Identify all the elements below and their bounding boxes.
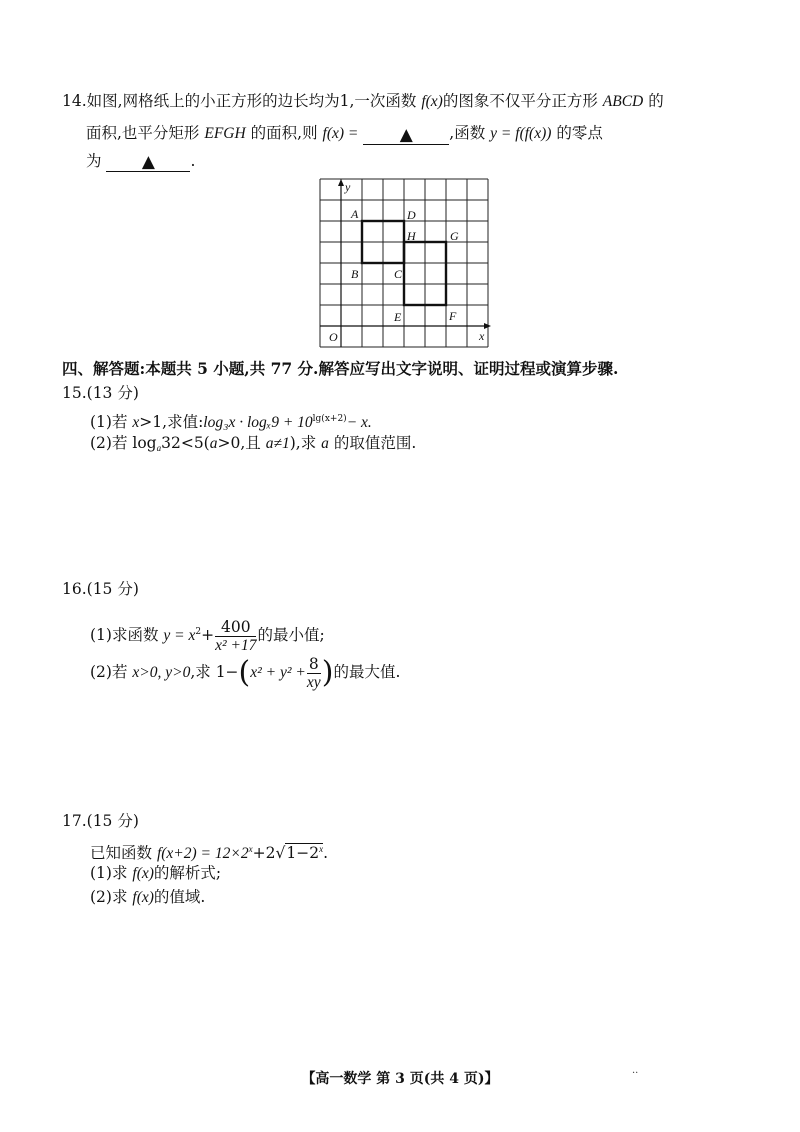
q15-p2-a: a — [321, 435, 329, 452]
q14-line1 — [62, 90, 664, 113]
q14-fx-eq: f(x) = — [322, 125, 359, 142]
q17-given-radicand — [285, 843, 323, 862]
q17-given-end: . — [323, 844, 328, 862]
q17-p2-f: f(x) — [132, 889, 154, 906]
q14-text-c: 的 — [648, 92, 664, 110]
q16-part2: (2)若 x>0, y>0,求 1−(x² + y² + $\frac{8}{xy}$ )的最大值. — [90, 654, 401, 691]
q17-given-expr: f(x+2) = 12×2 — [156, 845, 249, 862]
q14-text-d: 面积,也平分矩形 — [86, 124, 200, 142]
label-x: x — [479, 329, 485, 343]
q15-p1-expr: log₃x · logₓ9 + 10 — [203, 414, 313, 431]
q17-given-text: 已知函数 — [90, 844, 153, 862]
q14-text-e: 的面积,则 — [250, 124, 318, 142]
label-b: B — [351, 267, 359, 281]
label-d: D — [407, 208, 416, 222]
sqrt-icon: √ — [275, 844, 286, 862]
q16-p2-expr: ,求 1− — [190, 663, 239, 681]
q15-p2-base: a — [156, 443, 162, 453]
q16-p1-plus: + — [201, 626, 215, 644]
q16-p1-denominator: x² +17 — [215, 636, 257, 654]
q14-answer-blank-2[interactable] — [106, 151, 190, 172]
q15-p2-ask: ),求 — [289, 434, 317, 452]
q15-p2-cond2: a≠1 — [265, 435, 290, 452]
q16-p2-tail: 的最大值. — [333, 663, 401, 681]
y-axis-arrow-icon — [338, 179, 344, 186]
q17-part2 — [90, 886, 205, 909]
q17-p1-text: (1)求 — [90, 864, 128, 882]
q16-p1-y: y = x — [163, 627, 196, 644]
q15-p2-text: (2)若 log — [90, 434, 157, 452]
q14-text-i: . — [190, 152, 196, 170]
q14-text-g: 的零点 — [556, 124, 603, 142]
q16-heading: 16.(15 分) — [62, 580, 139, 598]
q15-p2-var: a — [209, 435, 218, 452]
label-f: F — [449, 309, 457, 323]
q16-p2-numerator: 8 — [308, 654, 319, 673]
q17-p1-f: f(x) — [132, 865, 154, 882]
q15-p1-exponent: lg(x+2) — [312, 414, 347, 424]
label-e: E — [394, 310, 402, 324]
q16-part1: (1)求函数 $y = x^2+$ $\frac{400}{\text{x² +17}}$ 的最小值; — [90, 617, 325, 654]
q15-part1 — [90, 408, 372, 434]
q17-given-root-exponent: x — [319, 844, 324, 854]
label-y: y — [345, 180, 351, 194]
q17-given-exponent: x — [248, 844, 253, 854]
q15-part2 — [90, 432, 416, 459]
q17-given-plus: +2 — [252, 844, 276, 862]
grid-figure — [319, 178, 493, 350]
q15-p1-tail: − x. — [346, 414, 372, 431]
q14-text-f: ,函数 — [449, 124, 486, 142]
label-c: C — [394, 267, 403, 281]
q17-p2-text: (2)求 — [90, 888, 128, 906]
corner-mark: ·· — [632, 1068, 639, 1079]
q14-line2 — [86, 122, 603, 145]
q17-heading: 17.(15 分) — [62, 812, 139, 830]
q16-p2-inner: x² + y² + — [250, 664, 306, 681]
q14-efgh: EFGH — [204, 125, 246, 142]
q16-p1-text: (1)求函数 — [90, 626, 159, 644]
q14-fx: f(x) — [421, 93, 443, 110]
q16-p2-fraction — [307, 656, 321, 691]
q14-text-b: 的图象不仅平分正方形 — [442, 92, 598, 110]
q14-abcd: ABCD — [602, 93, 644, 110]
label-h: H — [407, 229, 416, 243]
page-footer: 【高一数学 第 3 页(共 4 页)】 — [301, 1071, 499, 1087]
q16-p1-numerator: 400 — [215, 619, 256, 637]
q17-p1-tail: 的解析式; — [153, 864, 222, 882]
q14-answer-blank-1[interactable] — [363, 124, 449, 145]
q15-p1-text: (1)若 — [90, 413, 128, 431]
q16-p2-text: (2)若 — [90, 663, 128, 681]
q17-given — [90, 838, 328, 865]
label-o: O — [329, 330, 338, 344]
triangle-icon: ▲ — [141, 152, 155, 172]
label-a: A — [351, 207, 359, 221]
q16-p2-cond: x>0, y>0 — [132, 664, 191, 681]
section-four-heading: 四、解答题:本题共 5 小题,共 77 分.解答应写出文字说明、证明过程或演算步骤. — [62, 359, 619, 378]
q16-p2-denominator: xy — [306, 673, 321, 691]
q16-p1-tail: 的最小值; — [257, 626, 325, 644]
label-g: G — [450, 229, 459, 243]
q15-p2-cond: >0,且 — [217, 434, 261, 452]
q14-line3 — [86, 150, 195, 172]
q17-part1 — [90, 862, 221, 885]
q15-p2-ineq: 32<5( — [161, 434, 210, 452]
q15-p2-tail: 的取值范围. — [333, 434, 417, 452]
q14-text-h: 为 — [86, 152, 102, 170]
q17-p2-tail: 的值域. — [153, 888, 206, 906]
q14-text-a: 如图,网格纸上的小正方形的边长均为1,一次函数 — [86, 92, 417, 110]
q14-number: 14. — [62, 92, 87, 110]
q16-p1-fraction — [215, 619, 256, 654]
q17-given-root: 1−2 — [286, 844, 320, 862]
q15-p1-var: x — [132, 414, 140, 431]
q14-yfffx: y = f(f(x)) — [490, 125, 552, 142]
q15-heading: 15.(13 分) — [62, 384, 139, 402]
triangle-icon: ▲ — [399, 125, 413, 145]
q15-p1-cond: >1,求值: — [139, 413, 204, 431]
